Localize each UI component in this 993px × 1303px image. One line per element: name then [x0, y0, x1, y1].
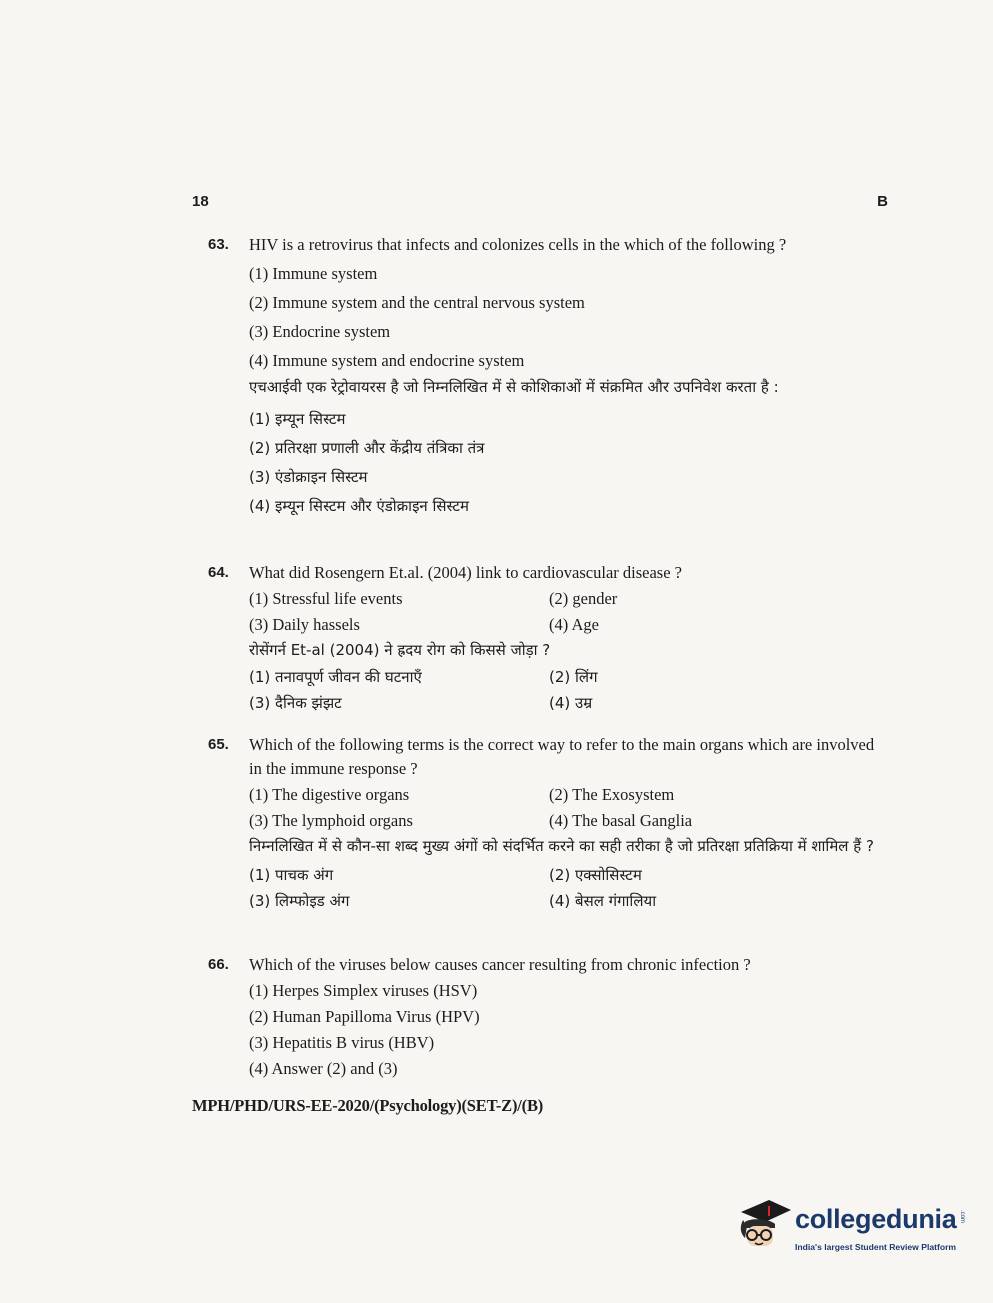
question-66: [208, 953, 888, 1082]
option-3: (3) The lymphoid organs: [249, 811, 413, 830]
option-3-hindi: (3) एंडोक्राइन सिस्टम: [249, 468, 368, 486]
option-2-hindi: (2) एक्सोसिस्टम: [549, 866, 642, 884]
question-65: [208, 733, 888, 914]
option-4: (4) Immune system and endocrine system: [249, 351, 525, 370]
option-1: (1) Stressful life events: [249, 589, 403, 608]
option-2-hindi: (2) प्रतिरक्षा प्रणाली और केंद्रीय तंत्रिका तंत्र: [249, 439, 485, 457]
question-64: [208, 561, 888, 716]
set-letter: B: [877, 193, 888, 210]
option-4: (4) The basal Ganglia: [549, 811, 693, 830]
question-number: 64.: [208, 564, 229, 581]
logo-wordmark: collegedunia: [795, 1204, 957, 1234]
question-text: HIV is a retrovirus that infects and colonizes cells in the which of the following ?: [249, 235, 787, 254]
page-header: [192, 193, 888, 215]
logo-tagline: India's largest Student Review Platform: [795, 1242, 957, 1252]
logo-domain: .com: [959, 1210, 965, 1224]
option-4-hindi: (4) इम्यून सिस्टम और एंडोक्राइन सिस्टम: [249, 497, 469, 515]
option-2-hindi: (2) लिंग: [549, 668, 598, 686]
option-1-hindi: (1) तनावपूर्ण जीवन की घटनाएँ: [249, 668, 422, 686]
question-text-hindi: निम्नलिखित में से कौन-सा शब्द मुख्य अंगों को संदर्भित करने का सही तरीका है जो प्रतिरक्षा प्रतिक्रिया में शामिल हैं ?: [249, 837, 874, 855]
option-4: (4) Answer (2) and (3): [249, 1059, 398, 1078]
student-mascot-icon: [735, 1198, 793, 1258]
option-3-hindi: (3) दैनिक झंझट: [249, 694, 342, 712]
question-text-hindi: एचआईवी एक रेट्रोवायरस है जो निम्नलिखित में से कोशिकाओं में संक्रमित और उपनिवेश करता है :: [249, 378, 779, 396]
option-4-hindi: (4) बेसल गंगालिया: [549, 892, 657, 910]
option-2: (2) Human Papilloma Virus (HPV): [249, 1007, 480, 1026]
question-text: What did Rosengern Et.al. (2004) link to cardiovascular disease ?: [249, 563, 682, 582]
question-number: 66.: [208, 956, 229, 973]
option-2: (2) gender: [549, 589, 618, 608]
option-4-hindi: (4) उम्र: [549, 694, 593, 712]
question-text: Which of the following terms is the correct way to refer to the main organs which are involved in the immune response ?: [249, 735, 875, 778]
option-3-hindi: (3) लिम्फोइड अंग: [249, 892, 350, 910]
option-1: (1) The digestive organs: [249, 785, 410, 804]
option-2: (2) Immune system and the central nervous system: [249, 293, 585, 312]
option-4: (4) Age: [549, 615, 599, 634]
question-text: Which of the viruses below causes cancer resulting from chronic infection ?: [249, 955, 751, 974]
option-2: (2) The Exosystem: [549, 785, 675, 804]
option-3: (3) Endocrine system: [249, 322, 391, 341]
option-1-hindi: (1) पाचक अंग: [249, 866, 334, 884]
option-1-hindi: (1) इम्यून सिस्टम: [249, 410, 346, 428]
question-number: 63.: [208, 236, 229, 253]
option-3: (3) Hepatitis B virus (HBV): [249, 1033, 435, 1052]
option-1: (1) Herpes Simplex viruses (HSV): [249, 981, 478, 1000]
question-number: 65.: [208, 736, 229, 753]
option-1: (1) Immune system: [249, 264, 378, 283]
page-number: 18: [192, 193, 209, 210]
exam-code: MPH/PHD/URS-EE-2020/(Psychology)(SET-Z)/(B): [192, 1096, 544, 1115]
question-text-hindi: रोसेंगर्न Et-al (2004) ने ह्रदय रोग को किससे जोड़ा ?: [249, 641, 551, 659]
collegedunia-logo[interactable]: [735, 1196, 965, 1266]
option-3: (3) Daily hassels: [249, 615, 360, 634]
question-63: [208, 233, 888, 521]
